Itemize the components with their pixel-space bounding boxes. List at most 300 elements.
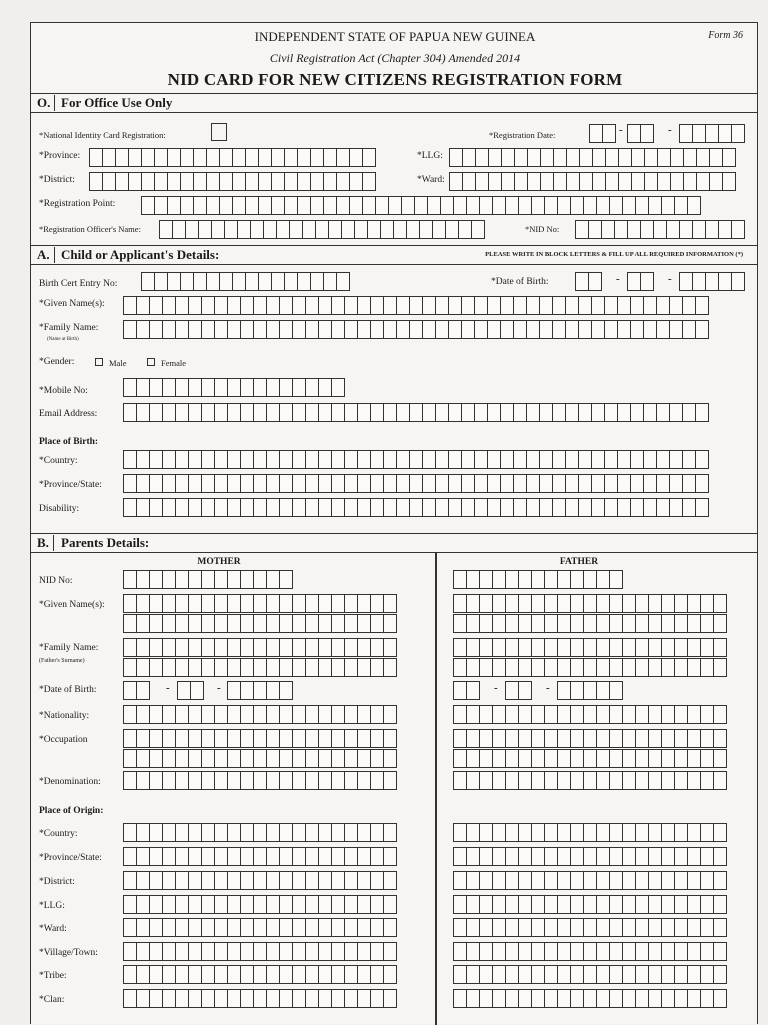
letter-box[interactable] [544,965,558,984]
letter-box[interactable] [136,705,150,724]
letter-box[interactable] [331,498,345,517]
letter-box[interactable] [214,614,228,633]
letter-box[interactable] [635,942,649,961]
letter-box[interactable] [175,965,189,984]
letter-box[interactable] [357,823,371,842]
letter-box[interactable] [505,749,519,768]
letter-box[interactable] [279,378,293,397]
letter-box[interactable] [136,895,150,914]
letter-box[interactable] [357,871,371,890]
letter-box[interactable] [592,148,606,167]
letter-box[interactable] [344,771,358,790]
letter-box[interactable] [635,658,649,677]
letter-box[interactable] [570,594,584,613]
letter-box[interactable] [695,403,709,422]
letter-box[interactable] [175,320,189,339]
letter-box[interactable] [271,196,285,215]
letter-box[interactable] [648,729,662,748]
letter-box[interactable] [713,705,727,724]
letter-box[interactable] [657,148,671,167]
letter-box[interactable] [492,942,506,961]
letter-box[interactable] [453,196,467,215]
letter-box[interactable] [136,749,150,768]
letter-box[interactable] [162,918,176,937]
letter-box[interactable] [622,729,636,748]
letter-box[interactable] [527,148,541,167]
letter-box[interactable] [570,658,584,677]
letter-box[interactable] [487,474,501,493]
letter-box[interactable] [180,148,194,167]
letter-box[interactable] [206,196,220,215]
letter-box[interactable] [487,498,501,517]
letter-box[interactable] [214,918,228,937]
letter-box[interactable] [583,871,597,890]
letter-box[interactable] [123,594,137,613]
letter-box[interactable] [370,965,384,984]
letter-box[interactable] [669,320,683,339]
letter-box[interactable] [193,272,207,291]
letter-box[interactable] [175,474,189,493]
letter-box[interactable] [206,272,220,291]
letter-box[interactable] [622,749,636,768]
letter-box[interactable] [513,474,527,493]
letter-box[interactable] [227,965,241,984]
letter-box[interactable] [531,989,545,1008]
letter-box[interactable] [357,594,371,613]
letter-box[interactable] [331,965,345,984]
letter-box[interactable] [635,771,649,790]
letter-box[interactable] [162,989,176,1008]
letter-box[interactable] [669,450,683,469]
letter-box[interactable] [635,196,649,215]
letter-box[interactable] [557,895,571,914]
letter-box[interactable] [656,320,670,339]
letter-box[interactable] [661,594,675,613]
letter-box[interactable] [644,172,658,191]
letter-box[interactable] [292,498,306,517]
letter-box[interactable] [370,320,384,339]
letter-box[interactable] [341,220,355,239]
letter-box[interactable] [201,570,215,589]
letter-box[interactable] [201,771,215,790]
letter-box[interactable] [557,681,571,700]
letter-box[interactable] [479,871,493,890]
letter-box[interactable] [505,942,519,961]
letter-box[interactable] [149,847,163,866]
letter-box[interactable] [201,498,215,517]
letter-box[interactable] [344,965,358,984]
letter-box[interactable] [635,847,649,866]
letter-box[interactable] [136,681,150,700]
letter-box[interactable] [258,196,272,215]
letter-box[interactable] [539,450,553,469]
letter-box[interactable] [674,871,688,890]
letter-box[interactable] [596,658,610,677]
letter-box[interactable] [453,614,467,633]
letter-box[interactable] [622,918,636,937]
letter-box[interactable] [357,658,371,677]
letter-box[interactable] [492,771,506,790]
letter-box[interactable] [479,570,493,589]
letter-box[interactable] [505,847,519,866]
letter-box[interactable] [409,403,423,422]
letter-box[interactable] [318,705,332,724]
letter-box[interactable] [136,771,150,790]
letter-box[interactable] [656,403,670,422]
letter-box[interactable] [201,847,215,866]
letter-box[interactable] [227,474,241,493]
letter-box[interactable] [570,614,584,633]
letter-box[interactable] [722,148,736,167]
letter-box[interactable] [687,614,701,633]
letter-box[interactable] [479,989,493,1008]
letter-box[interactable] [188,729,202,748]
letter-box[interactable] [475,148,489,167]
letter-box[interactable] [552,474,566,493]
letter-box[interactable] [214,965,228,984]
letter-box[interactable] [596,918,610,937]
letter-box[interactable] [501,148,515,167]
letter-box[interactable] [591,450,605,469]
letter-box[interactable] [136,823,150,842]
letter-box[interactable] [583,965,597,984]
letter-box[interactable] [240,570,254,589]
letter-box[interactable] [266,658,280,677]
letter-box[interactable] [253,918,267,937]
letter-box[interactable] [527,172,541,191]
letter-box[interactable] [227,320,241,339]
letter-box[interactable] [357,296,371,315]
letter-box[interactable] [640,272,654,291]
letter-box[interactable] [162,594,176,613]
mother-country-field[interactable] [123,823,397,842]
letter-box[interactable] [605,172,619,191]
letter-box[interactable] [123,705,137,724]
letter-box[interactable] [123,296,137,315]
letter-box[interactable] [149,594,163,613]
letter-box[interactable] [713,895,727,914]
letter-box[interactable] [488,148,502,167]
letter-box[interactable] [253,965,267,984]
letter-box[interactable] [635,638,649,657]
letter-box[interactable] [167,148,181,167]
letter-box[interactable] [188,403,202,422]
letter-box[interactable] [162,403,176,422]
letter-box[interactable] [466,847,480,866]
mother-clan-field[interactable] [123,989,397,1008]
letter-box[interactable] [462,148,476,167]
letter-box[interactable] [318,771,332,790]
letter-box[interactable] [518,749,532,768]
letter-box[interactable] [583,942,597,961]
letter-box[interactable] [591,320,605,339]
letter-box[interactable] [245,272,259,291]
letter-box[interactable] [240,918,254,937]
letter-box[interactable] [557,918,571,937]
letter-box[interactable] [123,965,137,984]
letter-box[interactable] [674,771,688,790]
letter-box[interactable] [513,450,527,469]
letter-box[interactable] [305,965,319,984]
letter-box[interactable] [422,296,436,315]
letter-box[interactable] [583,594,597,613]
letter-box[interactable] [279,847,293,866]
letter-box[interactable] [409,498,423,517]
letter-box[interactable] [175,638,189,657]
letter-box[interactable] [175,871,189,890]
letter-box[interactable] [474,450,488,469]
letter-box[interactable] [305,638,319,657]
letter-box[interactable] [266,729,280,748]
letter-box[interactable] [149,895,163,914]
letter-box[interactable] [305,614,319,633]
letter-box[interactable] [206,172,220,191]
letter-box[interactable] [461,296,475,315]
letter-box[interactable] [344,638,358,657]
letter-box[interactable] [370,823,384,842]
letter-box[interactable] [596,570,610,589]
letter-box[interactable] [526,498,540,517]
letter-box[interactable] [591,296,605,315]
letter-box[interactable] [292,895,306,914]
letter-box[interactable] [331,895,345,914]
letter-box[interactable] [682,474,696,493]
letter-box[interactable] [167,172,181,191]
letter-box[interactable] [175,823,189,842]
letter-box[interactable] [578,403,592,422]
letter-box[interactable] [336,172,350,191]
letter-box[interactable] [214,749,228,768]
letter-box[interactable] [531,594,545,613]
letter-box[interactable] [466,942,480,961]
letter-box[interactable] [591,403,605,422]
letter-box[interactable] [605,148,619,167]
letter-box[interactable] [656,296,670,315]
letter-box[interactable] [687,705,701,724]
father-given-names-field-2[interactable] [453,614,727,633]
letter-box[interactable] [354,220,368,239]
letter-box[interactable] [305,403,319,422]
letter-box[interactable] [305,498,319,517]
letter-box[interactable] [674,942,688,961]
letter-box[interactable] [683,172,697,191]
letter-box[interactable] [453,942,467,961]
letter-box[interactable] [718,272,732,291]
letter-box[interactable] [453,658,467,677]
letter-box[interactable] [370,989,384,1008]
letter-box[interactable] [240,450,254,469]
letter-box[interactable] [674,658,688,677]
father-village-field[interactable] [453,942,727,961]
letter-box[interactable] [159,220,173,239]
letter-box[interactable] [661,823,675,842]
letter-box[interactable] [253,296,267,315]
letter-box[interactable] [661,614,675,633]
letter-box[interactable] [682,450,696,469]
letter-box[interactable] [162,658,176,677]
mother-given-names-field-1[interactable] [123,594,397,613]
letter-box[interactable] [292,296,306,315]
letter-box[interactable] [518,895,532,914]
letter-box[interactable] [344,658,358,677]
letter-box[interactable] [653,220,667,239]
letter-box[interactable] [253,749,267,768]
letter-box[interactable] [713,823,727,842]
letter-box[interactable] [565,296,579,315]
letter-box[interactable] [422,474,436,493]
letter-box[interactable] [557,771,571,790]
letter-box[interactable] [553,172,567,191]
letter-box[interactable] [609,771,623,790]
letter-box[interactable] [149,965,163,984]
letter-box[interactable] [479,638,493,657]
letter-box[interactable] [201,474,215,493]
letter-box[interactable] [370,847,384,866]
letter-box[interactable] [474,403,488,422]
letter-box[interactable] [123,474,137,493]
letter-box[interactable] [344,942,358,961]
letter-box[interactable] [565,320,579,339]
letter-box[interactable] [692,124,706,143]
letter-box[interactable] [305,895,319,914]
letter-box[interactable] [609,594,623,613]
letter-box[interactable] [331,871,345,890]
letter-box[interactable] [193,148,207,167]
letter-box[interactable] [175,450,189,469]
letter-box[interactable] [188,570,202,589]
child-family-name-field[interactable] [123,320,709,339]
letter-box[interactable] [305,771,319,790]
letter-box[interactable] [240,474,254,493]
letter-box[interactable] [214,570,228,589]
disability-field[interactable] [123,498,709,517]
letter-box[interactable] [141,172,155,191]
letter-box[interactable] [201,871,215,890]
letter-box[interactable] [279,823,293,842]
mother-dob-year-field[interactable] [227,681,293,700]
letter-box[interactable] [250,220,264,239]
letter-box[interactable] [292,847,306,866]
letter-box[interactable] [344,989,358,1008]
letter-box[interactable] [466,918,480,937]
letter-box[interactable] [687,895,701,914]
letter-box[interactable] [544,942,558,961]
letter-box[interactable] [149,450,163,469]
letter-box[interactable] [544,705,558,724]
letter-box[interactable] [115,148,129,167]
letter-box[interactable] [695,474,709,493]
letter-box[interactable] [211,220,225,239]
letter-box[interactable] [592,172,606,191]
letter-box[interactable] [518,871,532,890]
letter-box[interactable] [279,594,293,613]
letter-box[interactable] [575,272,589,291]
letter-box[interactable] [674,638,688,657]
letter-box[interactable] [544,570,558,589]
letter-box[interactable] [557,705,571,724]
letter-box[interactable] [479,847,493,866]
letter-box[interactable] [466,705,480,724]
letter-box[interactable] [266,771,280,790]
mother-llg-field[interactable] [123,895,397,914]
letter-box[interactable] [266,965,280,984]
letter-box[interactable] [240,403,254,422]
letter-box[interactable] [557,942,571,961]
letter-box[interactable] [214,658,228,677]
letter-box[interactable] [695,296,709,315]
letter-box[interactable] [731,272,745,291]
letter-box[interactable] [344,296,358,315]
letter-box[interactable] [448,403,462,422]
letter-box[interactable] [162,474,176,493]
letter-box[interactable] [466,729,480,748]
letter-box[interactable] [622,705,636,724]
letter-box[interactable] [240,498,254,517]
letter-box[interactable] [214,847,228,866]
gender-female-checkbox[interactable] [147,358,155,366]
letter-box[interactable] [609,847,623,866]
letter-box[interactable] [279,749,293,768]
letter-box[interactable] [136,378,150,397]
letter-box[interactable] [687,771,701,790]
letter-box[interactable] [661,729,675,748]
letter-box[interactable] [266,378,280,397]
letter-box[interactable] [305,296,319,315]
letter-box[interactable] [448,474,462,493]
letter-box[interactable] [188,823,202,842]
letter-box[interactable] [123,749,137,768]
letter-box[interactable] [461,403,475,422]
letter-box[interactable] [505,895,519,914]
letter-box[interactable] [136,729,150,748]
letter-box[interactable] [292,989,306,1008]
letter-box[interactable] [687,749,701,768]
letter-box[interactable] [383,823,397,842]
letter-box[interactable] [475,172,489,191]
letter-box[interactable] [570,918,584,937]
letter-box[interactable] [661,989,675,1008]
letter-box[interactable] [136,847,150,866]
letter-box[interactable] [696,172,710,191]
letter-box[interactable] [461,450,475,469]
letter-box[interactable] [305,474,319,493]
letter-box[interactable] [279,450,293,469]
letter-box[interactable] [240,320,254,339]
letter-box[interactable] [162,705,176,724]
letter-box[interactable] [302,220,316,239]
letter-box[interactable] [370,450,384,469]
letter-box[interactable] [453,989,467,1008]
letter-box[interactable] [362,196,376,215]
letter-box[interactable] [154,172,168,191]
letter-box[interactable] [513,296,527,315]
letter-box[interactable] [617,296,631,315]
letter-box[interactable] [700,871,714,890]
letter-box[interactable] [622,965,636,984]
letter-box[interactable] [700,638,714,657]
letter-box[interactable] [578,320,592,339]
letter-box[interactable] [292,965,306,984]
letter-box[interactable] [318,658,332,677]
letter-box[interactable] [500,474,514,493]
letter-box[interactable] [190,681,204,700]
letter-box[interactable] [292,771,306,790]
letter-box[interactable] [279,320,293,339]
letter-box[interactable] [305,847,319,866]
letter-box[interactable] [240,989,254,1008]
letter-box[interactable] [505,871,519,890]
letter-box[interactable] [175,296,189,315]
